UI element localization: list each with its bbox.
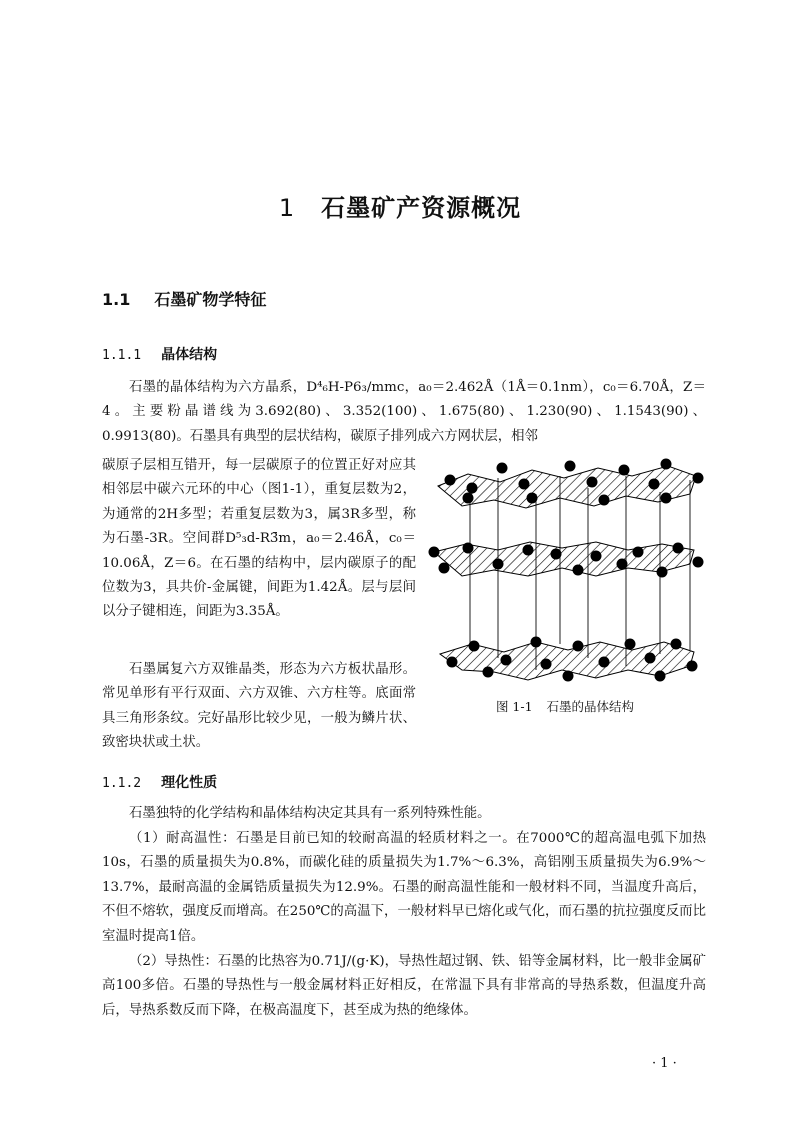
chapter-title-text: 石墨矿产资源概况 (321, 194, 522, 222)
section-title: 石墨矿物学特征 (154, 290, 267, 309)
paragraph-crystal-structure: 石墨的晶体结构为六方晶系，D⁴₆H-P6₃/mmc，a₀＝2.462Å（1Å＝0.1nm），c₀＝6.70Å，Z＝4。主要粉晶谱线为3.692(80)、3.352(100)、1.675(80)、1.230(90)、1.1543(90)、0.9913(80)。石墨具有典型的层状结构，碳原子排列成六方网状层，相邻 (102, 380, 706, 444)
carbon-layer-middle (429, 542, 704, 578)
paragraph-thermal-conductivity: （2）导热性：石墨的比热容为0.71J/(g·K)，导热性超过钢、铁、铅等金属材料，比一般非金属矿高100多倍。石墨的导热性与一般金属材料正好相反，在常温下具有非常高的导热系数，但温度升高后，导热系数反而下降，在极高温度下，甚至成为热的绝缘体。 (102, 954, 706, 1018)
paragraph-heat-resistance: （1）耐高温性：石墨是目前已知的较耐高温的轻质材料之一。在7000℃的超高温电弧下加热10s，石墨的质量损失为0.8%，而碳化硅的质量损失为1.7%～6.3%，高铝刚玉质量损失为6.9%～13.7%，最耐高温的金属锆质量损失为12.9%。石墨的耐高温性能和一般材料不同，当温度升高后，不但不熔软，强度反而增高。在250℃的高温下，一般材料早已熔化或气化，而石墨的抗拉强度反而比室温时提高1倍。 (102, 831, 706, 944)
subsection-title: 理化性质 (161, 775, 218, 791)
subsection-number: 1.1.2 (102, 776, 142, 791)
paragraph-properties-intro: 石墨独特的化学结构和晶体结构决定其具有一系列特殊性能。 (129, 806, 491, 821)
graphite-structure-figure (428, 458, 704, 688)
chapter-number: 1 (278, 194, 296, 222)
subsection-heading-crystal (102, 344, 217, 364)
subsection-title: 晶体结构 (161, 347, 218, 363)
figure-number: 图 1-1 (495, 699, 533, 714)
section-number: 1.1 (102, 290, 131, 309)
page-number: · 1 · (652, 1056, 677, 1071)
figure-caption (430, 697, 700, 715)
subsection-number: 1.1.1 (102, 348, 142, 363)
carbon-layer-bottom (440, 637, 698, 682)
paragraph-crystal-habit: 石墨属复六方双锥晶类，形态为六方板状晶形。常见单形有平行双面、六方双锥、六方柱等。底面常具三角形条纹。完好晶形比较少见，一般为鳞片状、致密块状或土状。 (102, 662, 416, 751)
paragraph-layer-stacking: 碳原子层相互错开，每一层碳原子的位置正好对应其相邻层中碳六元环的中心（图1-1），重复层数为2，为通常的2H多型；若重复层数为3，属3R多型，称为石墨-3R。空间群D⁵₃d-R3̄m，a₀＝2.46Å，c₀＝10.06Å，Z＝6。在石墨的结构中，层内碳原子的配位数为3，具共价-金属键，间距为1.42Å。层与层间以分子键相连，间距为3.35Å。 (102, 458, 416, 620)
chapter-title (0, 188, 800, 223)
subsection-heading-properties (102, 772, 217, 792)
carbon-layer-top (438, 459, 704, 509)
section-heading (102, 287, 266, 310)
figure-caption-text: 石墨的晶体结构 (546, 699, 635, 714)
